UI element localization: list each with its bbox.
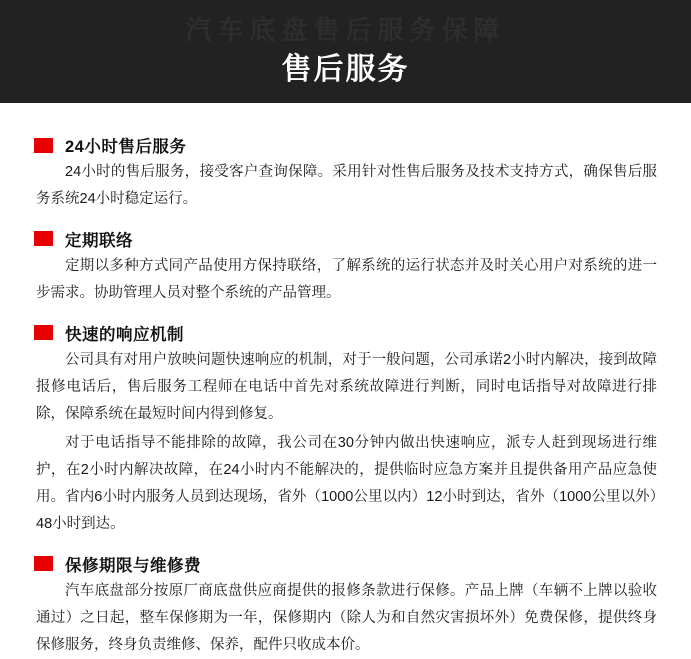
section-paragraph: 公司具有对用户放映问题快速响应的机制，对于一般问题，公司承诺2小时内解决，接到故障报修电话后，售后服务工程师在电话中首先对系统故障进行判断，同时电话指导对故障进行排除，保障系统在最短时间内得到修复。 (36, 351, 657, 422)
section-paragraph: 对于电话指导不能排除的故障，我公司在30分钟内做出快速响应，派专人赶到现场进行维护，在2小时内解决故障，在24小时内不能解决的，提供临时应急方案并且提供备用产品应急使用。省内6小时内服务人员到达现场，省外（1000公里以内）12小时到达，省外（1000公里以外）48小时到达。 (36, 434, 657, 532)
section-header (34, 133, 657, 157)
page-header-banner (0, 0, 691, 103)
section-title: 定期联络 (65, 231, 133, 250)
section-title: 24小时售后服务 (65, 138, 187, 156)
section-title: 快速的响应机制 (65, 325, 184, 344)
section-regular-contact (34, 227, 657, 307)
section-header (34, 321, 657, 345)
red-square-bullet-icon (34, 231, 53, 246)
red-square-bullet-icon (34, 138, 53, 153)
red-square-bullet-icon (34, 556, 53, 571)
section-fast-response (34, 321, 657, 538)
section-paragraph: 定期以多种方式同产品使用方保持联络，了解系统的运行状态并及时关心用户对系统的进一步需求。协助管理人员对整个系统的产品管理。 (36, 257, 657, 301)
section-paragraph: 汽车底盘部分按原厂商底盘供应商提供的报修条款进行保修。产品上牌（车辆不上牌以验收通过）之日起，整车保修期为一年，保修期内（除人为和自然灾害损坏外）免费保修，提供终身保修服务，终身负责维修、保养，配件只收成本价。 (36, 582, 657, 653)
banner-watermark-text: 汽车底盘售后服务保障 (185, 15, 506, 45)
section-title: 保修期限与维修费 (65, 556, 201, 575)
section-24h-service (34, 133, 657, 213)
section-paragraph: 24小时的售后服务，接受客户查询保障。采用针对性售后服务及技术支持方式，确保售后服务系统24小时稳定运行。 (36, 164, 657, 207)
red-square-bullet-icon (34, 325, 53, 340)
section-header (34, 227, 657, 251)
section-warranty-period (34, 552, 657, 659)
section-header (34, 552, 657, 576)
page-title: 售后服务 (281, 53, 410, 86)
content-area (0, 103, 691, 659)
